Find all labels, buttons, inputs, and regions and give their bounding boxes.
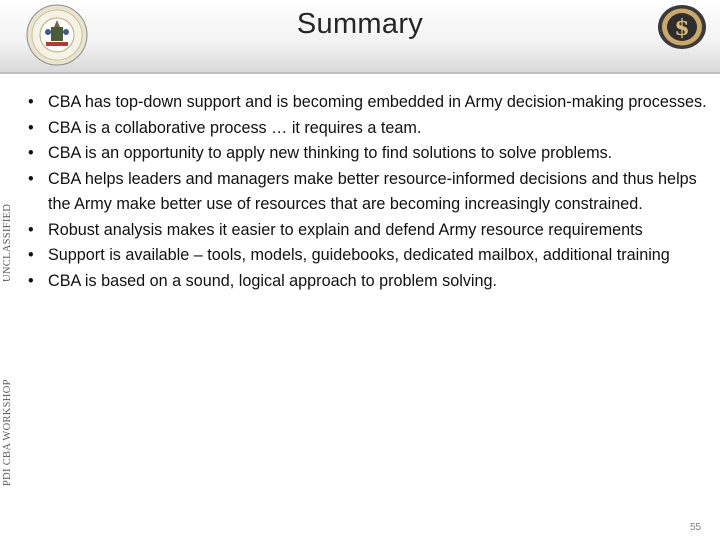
bullet-item	[28, 167, 713, 218]
classification-label: UNCLASSIFIED	[2, 203, 13, 282]
bullet-item	[28, 218, 713, 244]
bullet-dot-icon: •	[28, 220, 34, 239]
slide-title: Summary	[296, 8, 424, 40]
bullet-text: CBA is based on a sound, logical approach to problem solving.	[48, 271, 498, 290]
bullet-text: CBA has top-down support and is becoming embedded in Army decision-making processes.	[48, 93, 707, 111]
bullet-text: CBA helps leaders and managers make better resource-informed decisions and thus helps the Army make better use of resources that are becoming increasingly constrained.	[48, 169, 697, 213]
bullet-item	[28, 141, 713, 167]
bullet-dot-icon: •	[28, 144, 34, 162]
bullet-text: Robust analysis makes it easier to explain and defend Army resource requirements	[48, 220, 643, 239]
dollar-seal-icon	[657, 4, 707, 50]
bullet-text: CBA is a collaborative process … it requires a team.	[48, 118, 422, 137]
bullet-dot-icon: •	[28, 169, 34, 188]
workshop-label: PDI CBA WORKSHOP	[2, 379, 13, 486]
page-number: 55	[690, 522, 702, 533]
bullet-dot-icon: •	[28, 271, 34, 290]
header-divider	[0, 72, 720, 74]
bullet-item	[28, 116, 713, 142]
bullet-text: CBA is an opportunity to apply new thinking to find solutions to solve problems.	[48, 144, 613, 162]
bullet-dot-icon: •	[28, 246, 34, 264]
dollar-letter: $	[674, 15, 690, 41]
summary-bullet-list	[28, 90, 713, 294]
vertical-side-label	[0, 86, 18, 486]
bullet-dot-icon: •	[28, 93, 34, 111]
bullet-dot-icon: •	[28, 118, 34, 137]
bullet-item	[28, 90, 713, 116]
bullet-item	[28, 243, 713, 269]
bullet-text: Support is available – tools, models, guidebooks, dedicated mailbox, additional training	[48, 246, 670, 264]
bullet-item	[28, 269, 713, 295]
